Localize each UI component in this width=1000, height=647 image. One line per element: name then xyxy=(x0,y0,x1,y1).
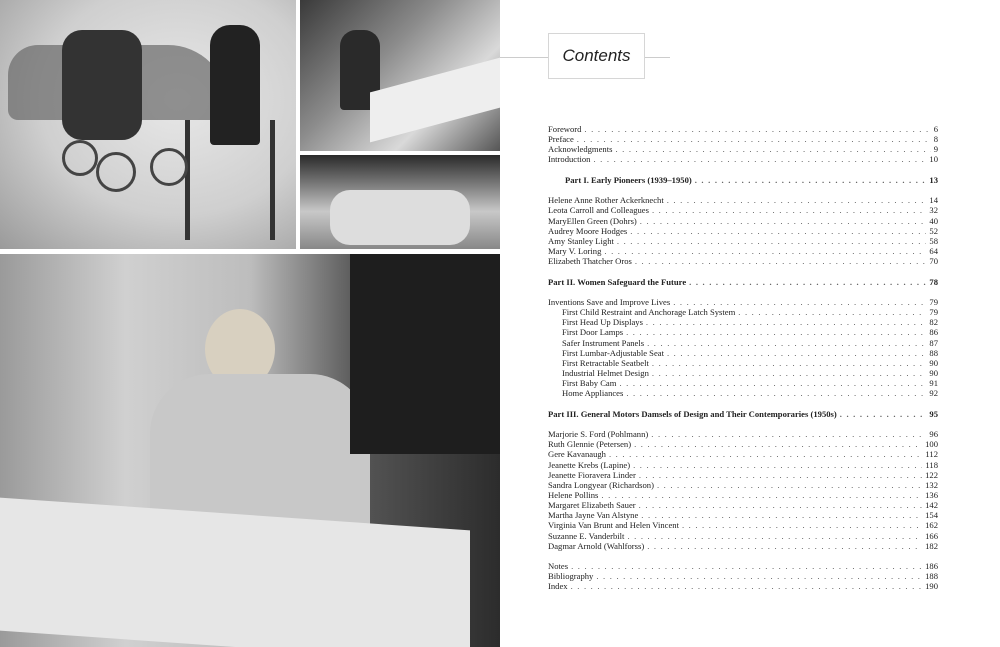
toc-page-number: 96 xyxy=(929,429,938,440)
toc-entry-title: Amy Stanley Light xyxy=(548,235,614,246)
toc-entry-title: Ruth Glennie (Petersen) xyxy=(548,439,632,450)
dot-leader xyxy=(626,327,926,337)
dot-leader xyxy=(593,154,926,164)
dot-leader xyxy=(646,317,926,327)
toc-entry-title: Helene Anne Rother Ackerknecht xyxy=(548,195,664,206)
toc-page-number: 52 xyxy=(929,225,938,236)
toc-entry-title: Elizabeth Thatcher Oros xyxy=(548,256,632,267)
dot-leader xyxy=(657,480,922,490)
toc-entry-title: First Child Restraint and Anchorage Latch System xyxy=(562,307,736,318)
dot-leader xyxy=(651,429,926,439)
toc-entry xyxy=(548,510,938,520)
toc-entry xyxy=(548,236,938,246)
toc-page-number: 82 xyxy=(929,317,938,328)
toc-entry xyxy=(548,581,938,591)
toc-entry xyxy=(548,338,938,348)
toc-entry xyxy=(548,368,938,378)
toc-entry xyxy=(548,531,938,541)
toc-page-number: 58 xyxy=(929,235,938,246)
toc-page-number: 188 xyxy=(925,571,938,582)
toc-entry-title: First Baby Cam xyxy=(562,378,617,389)
dot-leader xyxy=(615,144,930,154)
toc-page-number: 136 xyxy=(925,490,938,500)
toc-page-number: 87 xyxy=(929,337,938,348)
toc-entry-title: Suzanne E. Vanderbilt xyxy=(548,530,625,541)
dot-leader xyxy=(584,124,930,134)
toc-entry xyxy=(548,205,938,215)
toc-page-number: 88 xyxy=(929,347,938,358)
dot-leader xyxy=(738,307,926,317)
toc-page-number: 182 xyxy=(925,540,938,551)
divider-line-right xyxy=(645,57,670,58)
dot-leader xyxy=(689,277,926,287)
dot-leader xyxy=(639,470,922,480)
toc-entry xyxy=(548,256,938,266)
dot-leader xyxy=(619,378,926,388)
toc-entry-title: Jeanette Fioravera Linder xyxy=(548,469,636,480)
toc-page-number: 95 xyxy=(929,408,938,419)
section-spacer xyxy=(548,185,938,195)
toc-entry xyxy=(548,216,938,226)
toc-page-number: 10 xyxy=(929,154,938,165)
toc-entry xyxy=(548,124,938,134)
section-spacer xyxy=(548,551,938,561)
toc-page-number: 154 xyxy=(925,510,938,521)
toc-page-number: 9 xyxy=(933,144,938,155)
section-spacer xyxy=(548,287,938,297)
dot-leader xyxy=(640,216,927,226)
dot-leader xyxy=(617,236,927,246)
dot-leader xyxy=(840,409,927,419)
toc-entry-title: Part II. Women Safeguard the Future xyxy=(548,276,687,287)
toc-page-number: 186 xyxy=(925,561,938,572)
toc-entry-title: Acknowledgments xyxy=(548,144,613,155)
toc-entry-title: Marjorie S. Ford (Pohlmann) xyxy=(548,429,649,440)
toc-entry xyxy=(548,307,938,317)
toc-entry-title: Inventions Save and Improve Lives xyxy=(548,297,671,308)
dot-leader xyxy=(571,581,923,591)
dot-leader xyxy=(641,510,922,520)
toc-page-number: 32 xyxy=(929,205,938,216)
toc-page-number: 79 xyxy=(929,297,938,308)
toc-entry xyxy=(548,460,938,470)
toc-entry-title: Mary V. Loring xyxy=(548,246,602,256)
toc-entry-title: Bibliography xyxy=(548,571,594,582)
toc-entry-title: Part I. Early Pioneers (1939–1950) xyxy=(565,174,692,185)
toc-page-number: 90 xyxy=(929,357,938,368)
toc-page-number: 118 xyxy=(925,459,938,470)
toc-entry-title: Martha Jayne Van Alstyne xyxy=(548,510,639,521)
toc-entry-title: Industrial Helmet Design xyxy=(562,368,649,378)
toc-entry xyxy=(548,520,938,530)
toc-page-number: 78 xyxy=(929,276,938,287)
dot-leader xyxy=(596,571,922,581)
toc-part-heading xyxy=(548,175,938,185)
dot-leader xyxy=(630,226,926,236)
toc-page-number: 64 xyxy=(929,246,938,256)
dot-leader xyxy=(647,338,926,348)
dot-leader xyxy=(647,541,922,551)
dot-leader xyxy=(667,348,926,358)
toc-entry-title: Foreword xyxy=(548,124,582,134)
toc-entry-title: Part III. General Motors Damsels of Design and Their Contemporaries (1950s) xyxy=(548,408,837,419)
toc-page-number: 122 xyxy=(925,469,938,480)
toc-entry-title: First Head Up Displays xyxy=(562,317,643,328)
toc-entry xyxy=(548,500,938,510)
toc-entry-title: Dagmar Arnold (Wahlforss) xyxy=(548,540,645,551)
photo-models-with-car xyxy=(0,0,296,249)
dot-leader xyxy=(609,449,922,459)
toc-entry xyxy=(548,470,938,480)
toc-entry-title: Preface xyxy=(548,134,574,145)
toc-entry-title: Index xyxy=(548,581,568,592)
toc-entry-title: Safer Instrument Panels xyxy=(562,337,645,348)
toc-entry xyxy=(548,297,938,307)
dot-leader xyxy=(604,246,926,256)
toc-page-number: 92 xyxy=(929,388,938,399)
toc-page-number: 190 xyxy=(925,581,938,592)
dot-leader xyxy=(673,297,926,307)
toc-entry-title: Audrey Moore Hodges xyxy=(548,225,628,236)
dot-leader xyxy=(695,175,927,185)
toc-entry-title: MaryEllen Green (Dohrs) xyxy=(548,215,637,226)
photo-designer-sketching xyxy=(0,254,500,647)
toc-page-number: 112 xyxy=(925,449,938,460)
toc-entry xyxy=(548,154,938,164)
toc-page-number: 13 xyxy=(929,174,938,185)
dot-leader xyxy=(667,195,927,205)
dot-leader xyxy=(571,561,922,571)
toc-entry-title: Introduction xyxy=(548,154,591,165)
toc-page-number: 40 xyxy=(929,215,938,226)
toc-entry xyxy=(548,561,938,571)
toc-entry xyxy=(548,195,938,205)
divider-line-left xyxy=(500,57,548,58)
section-spacer xyxy=(548,398,938,408)
toc-page-number: 142 xyxy=(925,500,938,511)
toc-page-number: 162 xyxy=(925,520,938,531)
toc-part-heading xyxy=(548,277,938,287)
toc-entry xyxy=(548,490,938,500)
dot-leader xyxy=(577,134,931,144)
toc-entry xyxy=(548,439,938,449)
toc-entry-title: Leota Carroll and Colleagues xyxy=(548,205,649,216)
toc-entry xyxy=(548,317,938,327)
toc-entry-title: First Retractable Seatbelt xyxy=(562,357,649,368)
toc-page-number: 8 xyxy=(933,134,938,145)
toc-entry xyxy=(548,358,938,368)
toc-entry xyxy=(548,378,938,388)
toc-page-number: 166 xyxy=(925,530,938,541)
dot-leader xyxy=(601,490,922,500)
toc-part-heading xyxy=(548,409,938,419)
toc-page-number: 100 xyxy=(925,439,938,450)
contents-heading: Contents xyxy=(548,33,645,79)
dot-leader xyxy=(627,531,922,541)
toc-page-number: 91 xyxy=(929,378,938,389)
section-spacer xyxy=(548,266,938,276)
section-spacer xyxy=(548,419,938,429)
toc-entry xyxy=(548,226,938,236)
toc-page-number: 79 xyxy=(929,307,938,318)
toc-entry-title: First Door Lamps xyxy=(562,327,624,338)
toc-entry-title: First Lumbar-Adjustable Seat xyxy=(562,347,664,358)
toc-entry xyxy=(548,327,938,337)
toc-entry-title: Helene Pollins xyxy=(548,490,599,500)
toc-entry xyxy=(548,480,938,490)
toc-page-number: 86 xyxy=(929,327,938,338)
toc-entry-title: Jeanette Krebs (Lapine) xyxy=(548,459,631,470)
toc-page-number: 6 xyxy=(933,124,938,134)
dot-leader xyxy=(635,256,927,266)
dot-leader xyxy=(639,500,922,510)
section-spacer xyxy=(548,165,938,175)
toc-entry xyxy=(548,134,938,144)
photo-car-interior xyxy=(300,155,500,249)
toc-entry-title: Virginia Van Brunt and Helen Vincent xyxy=(548,520,679,531)
toc-entry xyxy=(548,144,938,154)
dot-leader xyxy=(652,358,927,368)
toc-entry xyxy=(548,388,938,398)
photo-designer-at-drafting-table xyxy=(300,0,500,151)
toc-page-number: 90 xyxy=(929,368,938,378)
toc-page-number: 14 xyxy=(929,195,938,206)
toc-entry-title: Margaret Elizabeth Sauer xyxy=(548,500,636,511)
toc-entry xyxy=(548,348,938,358)
dot-leader xyxy=(633,460,922,470)
dot-leader xyxy=(682,520,922,530)
dot-leader xyxy=(626,388,926,398)
dot-leader xyxy=(652,205,926,215)
toc-entry xyxy=(548,541,938,551)
dot-leader xyxy=(652,368,927,378)
toc-entry xyxy=(548,571,938,581)
toc-entry-title: Home Appliances xyxy=(562,388,624,399)
toc-entry xyxy=(548,449,938,459)
toc-entry-title: Gere Kavanaugh xyxy=(548,449,606,460)
toc-entry-title: Notes xyxy=(548,561,569,572)
table-of-contents xyxy=(548,124,938,592)
toc-entry xyxy=(548,429,938,439)
toc-page-number: 132 xyxy=(925,479,938,490)
toc-entry-title: Sandra Longyear (Richardson) xyxy=(548,479,654,490)
toc-page-number: 70 xyxy=(929,256,938,267)
toc-entry xyxy=(548,246,938,256)
dot-leader xyxy=(634,439,922,449)
